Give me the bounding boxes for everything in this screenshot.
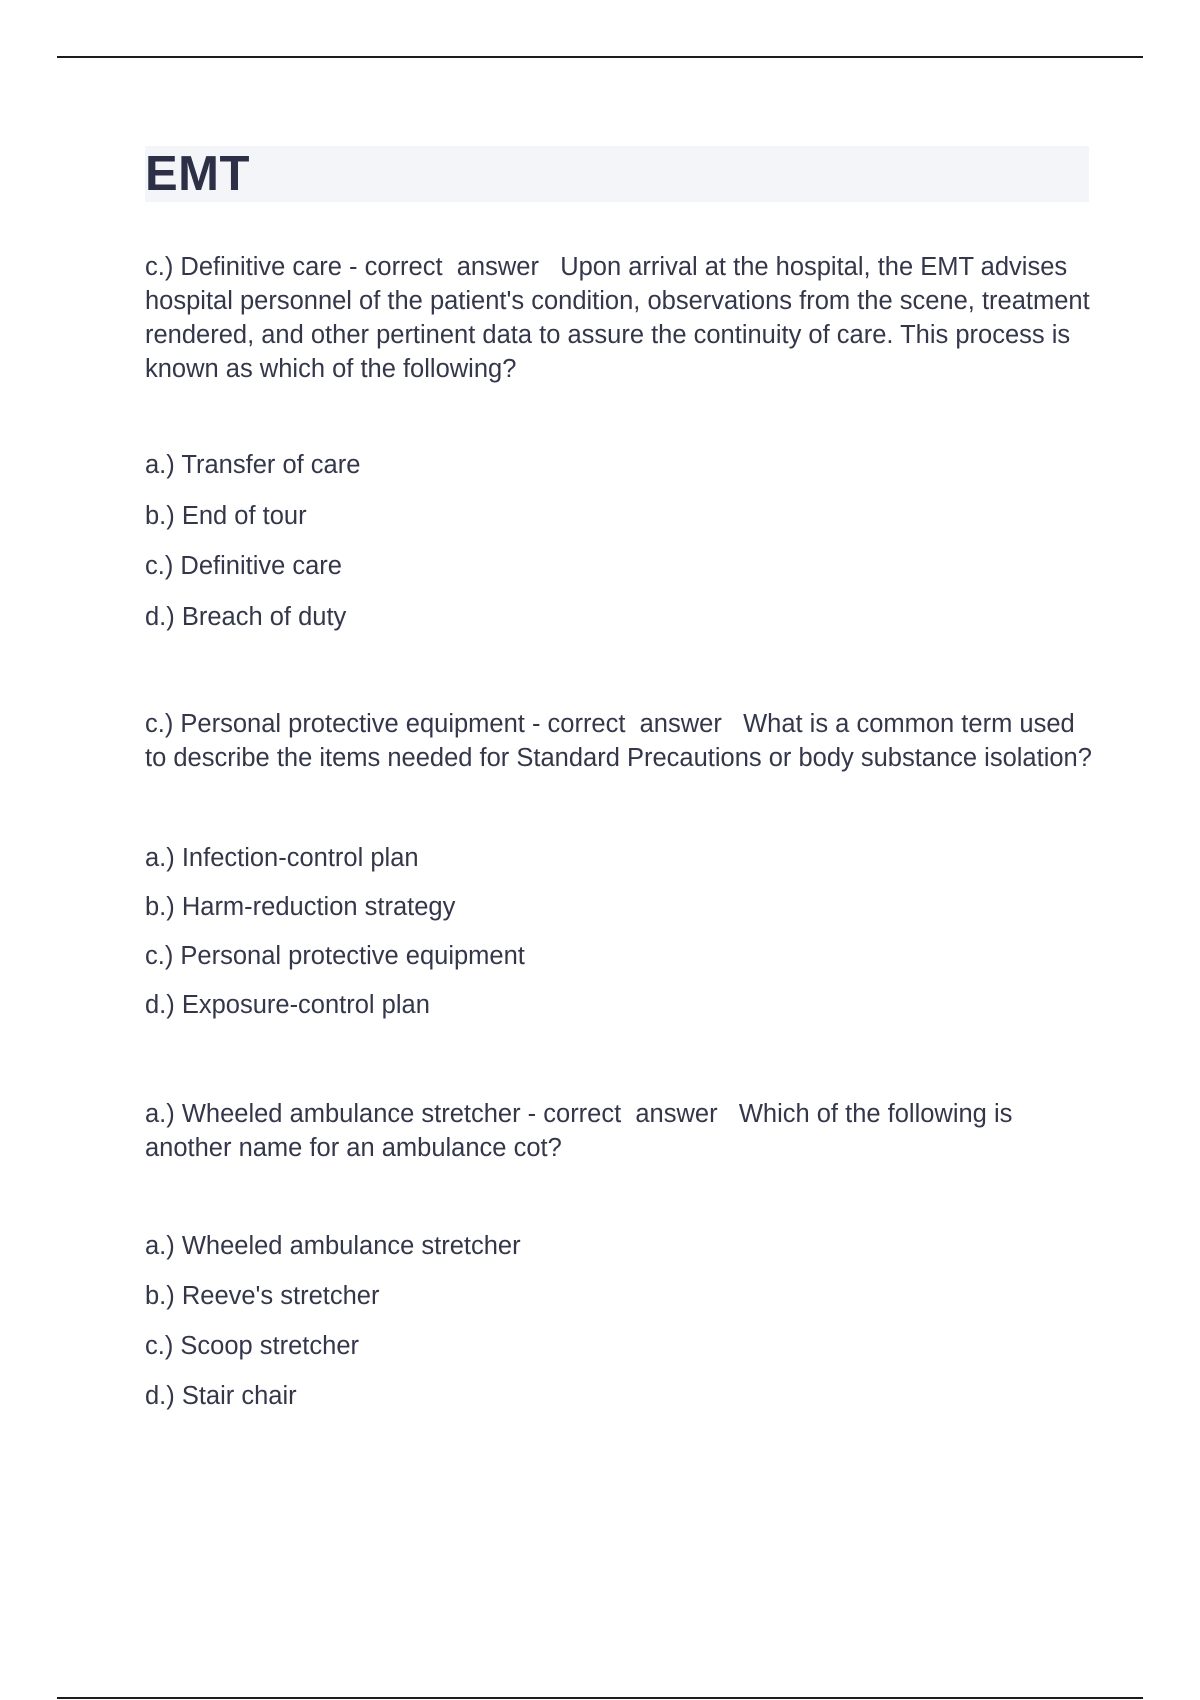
question-statement: c.) Definitive care - correct answer Upon arrival at the hospital, the EMT advises hospital personnel of the patient's condition, observations from the scene, treatment rendered, and other pertinent data to assure the continuity of care. This process is known as which of the following? <box>145 253 1097 383</box>
question-block <box>145 1097 1095 1411</box>
option-item: c.) Definitive care <box>145 552 342 580</box>
document-body <box>145 250 1095 1431</box>
option-item: b.) End of tour <box>145 501 307 530</box>
option-item: d.) Breach of duty <box>145 602 347 631</box>
title-banner <box>145 146 1089 202</box>
option-item: c.) Personal protective equipment <box>145 941 525 970</box>
question-block <box>145 707 1095 1020</box>
question-block <box>145 250 1095 632</box>
option-item: c.) Scoop stretcher <box>145 1331 359 1360</box>
question-statement: a.) Wheeled ambulance stretcher - correct answer Which of the following is another name for an ambulance cot? <box>145 1099 1020 1162</box>
page-title: EMT <box>145 147 250 201</box>
option-item: b.) Reeve's stretcher <box>145 1281 380 1310</box>
option-item: d.) Stair chair <box>145 1381 297 1410</box>
question-statement: c.) Personal protective equipment - correct answer What is a common term used to describe the items needed for Standard Precautions or body substance isolation? <box>145 709 1092 772</box>
option-item: a.) Infection-control plan <box>145 843 419 872</box>
bottom-divider <box>57 1697 1143 1699</box>
option-item: a.) Transfer of care <box>145 451 361 479</box>
option-item: d.) Exposure-control plan <box>145 990 430 1019</box>
top-divider <box>57 56 1143 58</box>
option-item: a.) Wheeled ambulance stretcher <box>145 1231 521 1260</box>
option-list <box>145 450 1095 632</box>
option-list <box>145 1231 1095 1411</box>
option-list <box>145 843 1095 1020</box>
option-item: b.) Harm-reduction strategy <box>145 892 456 921</box>
